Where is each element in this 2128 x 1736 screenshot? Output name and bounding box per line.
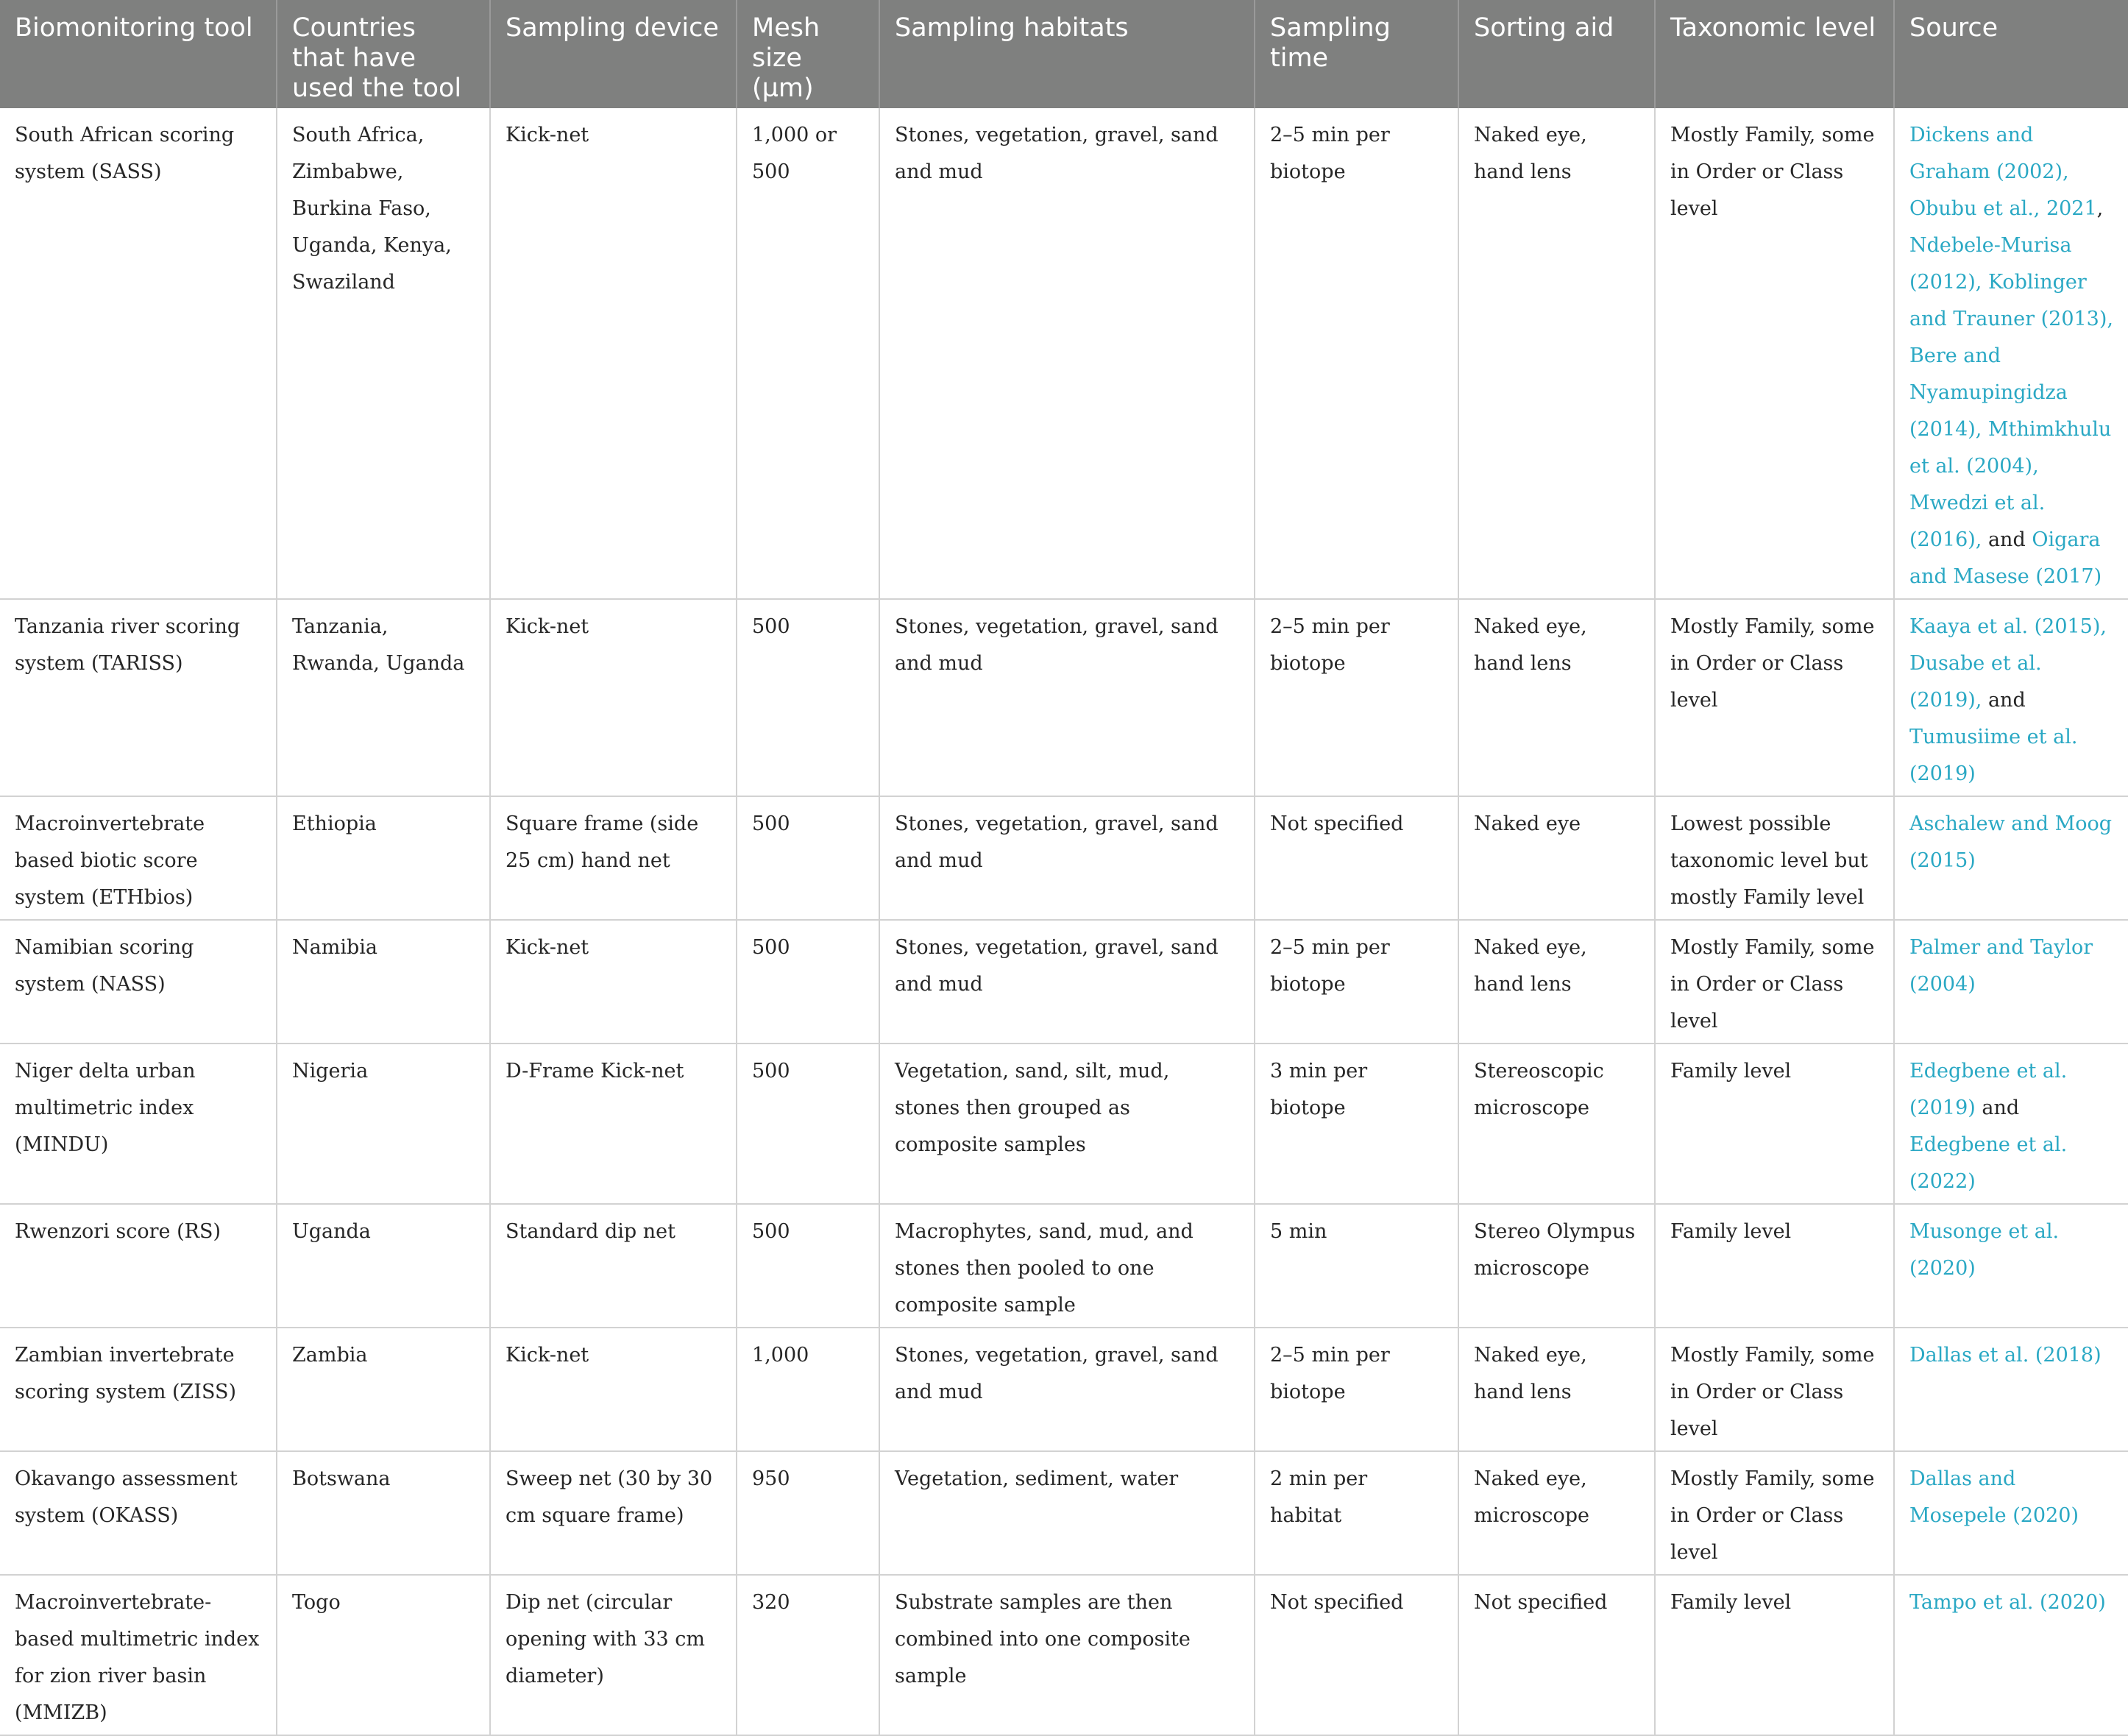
cell-biomonitoring-tool: Zambian invertebrate scoring system (ZISS)	[0, 1328, 277, 1451]
cell-countries: Zambia	[277, 1328, 490, 1451]
cell-countries: Uganda	[277, 1204, 490, 1328]
cell-sampling-time: 5 min	[1255, 1204, 1458, 1328]
source-citation-link[interactable]: Kaaya et al. (2015), Dusabe et al. (2019),	[1909, 615, 2107, 712]
cell-biomonitoring-tool: Macroinvertebrate based biotic score system (ETHbios)	[0, 796, 277, 920]
cell-sampling-time: 2–5 min per biotope	[1255, 108, 1458, 599]
table-row	[0, 1451, 2128, 1575]
cell-sampling-habitats: Stones, vegetation, gravel, sand and mud	[879, 920, 1255, 1044]
cell-sampling-time: Not specified	[1255, 1575, 1458, 1735]
cell-mesh-size: 950	[737, 1451, 879, 1575]
header-mesh-size: Mesh size (µm)	[737, 0, 879, 108]
source-connector-text: and	[1982, 528, 2032, 551]
source-citation-link[interactable]: Tampo et al. (2020)	[1909, 1591, 2106, 1614]
source-citation-link[interactable]: Edegbene et al. (2019)	[1909, 1060, 2068, 1119]
cell-mesh-size: 320	[737, 1575, 879, 1735]
source-citation-link[interactable]: Musonge et al. (2020)	[1909, 1220, 2060, 1280]
cell-mesh-size: 500	[737, 1044, 879, 1204]
source-citation-link[interactable]: Oigara and Masese (2017)	[1909, 528, 2102, 588]
source-citation-link[interactable]: Tumusiime et al. (2019)	[1909, 726, 2078, 785]
cell-sampling-device: Sweep net (30 by 30 cm square frame)	[490, 1451, 737, 1575]
header-sampling-device: Sampling device	[490, 0, 737, 108]
cell-sorting-aid: Naked eye, hand lens	[1458, 599, 1655, 796]
cell-mesh-size: 500	[737, 1204, 879, 1328]
table-row	[0, 108, 2128, 599]
cell-sorting-aid: Naked eye, hand lens	[1458, 920, 1655, 1044]
source-connector-text: and	[1982, 689, 2026, 712]
cell-taxonomic-level: Mostly Family, some in Order or Class level	[1655, 1328, 1894, 1451]
cell-sampling-device: Kick-net	[490, 599, 737, 796]
cell-sorting-aid: Stereoscopic microscope	[1458, 1044, 1655, 1204]
source-citation-link[interactable]: Ndebele-Murisa (2012), Koblinger and Trauner (2013), Bere and Nyamupingidza (2014), Mthimkhulu et al. (2004), Mwedzi et al. (2016),	[1909, 234, 2113, 551]
cell-mesh-size: 500	[737, 920, 879, 1044]
cell-sampling-habitats: Stones, vegetation, gravel, sand and mud	[879, 1328, 1255, 1451]
cell-sorting-aid: Not specified	[1458, 1575, 1655, 1735]
cell-taxonomic-level: Mostly Family, some in Order or Class level	[1655, 1451, 1894, 1575]
cell-source	[1894, 1204, 2128, 1328]
cell-source	[1894, 920, 2128, 1044]
cell-sampling-device: Kick-net	[490, 920, 737, 1044]
cell-biomonitoring-tool: Namibian scoring system (NASS)	[0, 920, 277, 1044]
cell-sampling-device: Standard dip net	[490, 1204, 737, 1328]
table-row	[0, 796, 2128, 920]
source-citation-link[interactable]: Dickens and Graham (2002), Obubu et al., 2021	[1909, 124, 2097, 220]
cell-biomonitoring-tool: South African scoring system (SASS)	[0, 108, 277, 599]
cell-source	[1894, 1451, 2128, 1575]
cell-sorting-aid: Naked eye	[1458, 796, 1655, 920]
cell-sorting-aid: Naked eye, microscope	[1458, 1451, 1655, 1575]
cell-source	[1894, 1575, 2128, 1735]
cell-mesh-size: 500	[737, 599, 879, 796]
cell-mesh-size: 1,000	[737, 1328, 879, 1451]
cell-sampling-time: 3 min per biotope	[1255, 1044, 1458, 1204]
cell-sampling-time: 2 min per habitat	[1255, 1451, 1458, 1575]
cell-sampling-habitats: Stones, vegetation, gravel, sand and mud	[879, 796, 1255, 920]
cell-sampling-habitats: Macrophytes, sand, mud, and stones then pooled to one composite sample	[879, 1204, 1255, 1328]
cell-sampling-device: Kick-net	[490, 1328, 737, 1451]
header-biomonitoring-tool: Biomonitoring tool	[0, 0, 277, 108]
cell-sorting-aid: Naked eye, hand lens	[1458, 108, 1655, 599]
table-row	[0, 1044, 2128, 1204]
cell-countries: Botswana	[277, 1451, 490, 1575]
cell-source	[1894, 796, 2128, 920]
cell-biomonitoring-tool: Okavango assessment system (OKASS)	[0, 1451, 277, 1575]
cell-sampling-device: Square frame (side 25 cm) hand net	[490, 796, 737, 920]
table-row	[0, 920, 2128, 1044]
source-citation-link[interactable]: Edegbene et al. (2022)	[1909, 1133, 2068, 1193]
cell-sampling-device: Dip net (circular opening with 33 cm diameter)	[490, 1575, 737, 1735]
cell-taxonomic-level: Mostly Family, some in Order or Class level	[1655, 920, 1894, 1044]
cell-taxonomic-level: Family level	[1655, 1204, 1894, 1328]
cell-taxonomic-level: Lowest possible taxonomic level but mostly Family level	[1655, 796, 1894, 920]
table-body	[0, 108, 2128, 1735]
cell-countries: Tanzania, Rwanda, Uganda	[277, 599, 490, 796]
cell-sampling-habitats: Vegetation, sand, silt, mud, stones then grouped as composite samples	[879, 1044, 1255, 1204]
cell-source	[1894, 1328, 2128, 1451]
cell-sampling-habitats: Stones, vegetation, gravel, sand and mud	[879, 599, 1255, 796]
cell-taxonomic-level: Mostly Family, some in Order or Class level	[1655, 599, 1894, 796]
cell-biomonitoring-tool: Macroinvertebrate-based multimetric index for zion river basin (MMIZB)	[0, 1575, 277, 1735]
table-row	[0, 1204, 2128, 1328]
cell-taxonomic-level: Family level	[1655, 1575, 1894, 1735]
header-row	[0, 0, 2128, 108]
cell-countries: South Africa, Zimbabwe, Burkina Faso, Uganda, Kenya, Swaziland	[277, 108, 490, 599]
cell-sampling-habitats: Stones, vegetation, gravel, sand and mud	[879, 108, 1255, 599]
cell-biomonitoring-tool: Rwenzori score (RS)	[0, 1204, 277, 1328]
cell-source	[1894, 1044, 2128, 1204]
cell-sampling-time: 2–5 min per biotope	[1255, 920, 1458, 1044]
header-countries: Countries that have used the tool	[277, 0, 490, 108]
cell-sampling-habitats: Vegetation, sediment, water	[879, 1451, 1255, 1575]
table-row	[0, 1328, 2128, 1451]
source-citation-link[interactable]: Aschalew and Moog (2015)	[1909, 812, 2113, 872]
header-source: Source	[1894, 0, 2128, 108]
source-connector-text: ,	[2096, 197, 2104, 220]
cell-sampling-time: 2–5 min per biotope	[1255, 599, 1458, 796]
cell-sampling-habitats: Substrate samples are then combined into one composite sample	[879, 1575, 1255, 1735]
header-sampling-time: Sampling time	[1255, 0, 1458, 108]
cell-countries: Togo	[277, 1575, 490, 1735]
cell-countries: Namibia	[277, 920, 490, 1044]
header-taxonomic-level: Taxonomic level	[1655, 0, 1894, 108]
cell-sampling-device: Kick-net	[490, 108, 737, 599]
cell-biomonitoring-tool: Tanzania river scoring system (TARISS)	[0, 599, 277, 796]
cell-source	[1894, 599, 2128, 796]
table-row	[0, 599, 2128, 796]
table-row	[0, 1575, 2128, 1735]
cell-taxonomic-level: Family level	[1655, 1044, 1894, 1204]
header-sorting-aid: Sorting aid	[1458, 0, 1655, 108]
cell-sampling-time: 2–5 min per biotope	[1255, 1328, 1458, 1451]
cell-mesh-size: 500	[737, 796, 879, 920]
source-citation-link[interactable]: Dallas et al. (2018)	[1909, 1344, 2102, 1367]
cell-mesh-size: 1,000 or 500	[737, 108, 879, 599]
cell-taxonomic-level: Mostly Family, some in Order or Class level	[1655, 108, 1894, 599]
source-citation-link[interactable]: Dallas and Mosepele (2020)	[1909, 1467, 2079, 1527]
cell-sampling-time: Not specified	[1255, 796, 1458, 920]
cell-biomonitoring-tool: Niger delta urban multimetric index (MINDU)	[0, 1044, 277, 1204]
source-citation-link[interactable]: Palmer and Taylor (2004)	[1909, 936, 2093, 996]
cell-sorting-aid: Stereo Olympus microscope	[1458, 1204, 1655, 1328]
cell-countries: Nigeria	[277, 1044, 490, 1204]
table-header	[0, 0, 2128, 108]
header-sampling-habitats: Sampling habitats	[879, 0, 1255, 108]
cell-source	[1894, 108, 2128, 599]
cell-countries: Ethiopia	[277, 796, 490, 920]
cell-sorting-aid: Naked eye, hand lens	[1458, 1328, 1655, 1451]
cell-sampling-device: D-Frame Kick-net	[490, 1044, 737, 1204]
source-connector-text: and	[1975, 1096, 2020, 1119]
